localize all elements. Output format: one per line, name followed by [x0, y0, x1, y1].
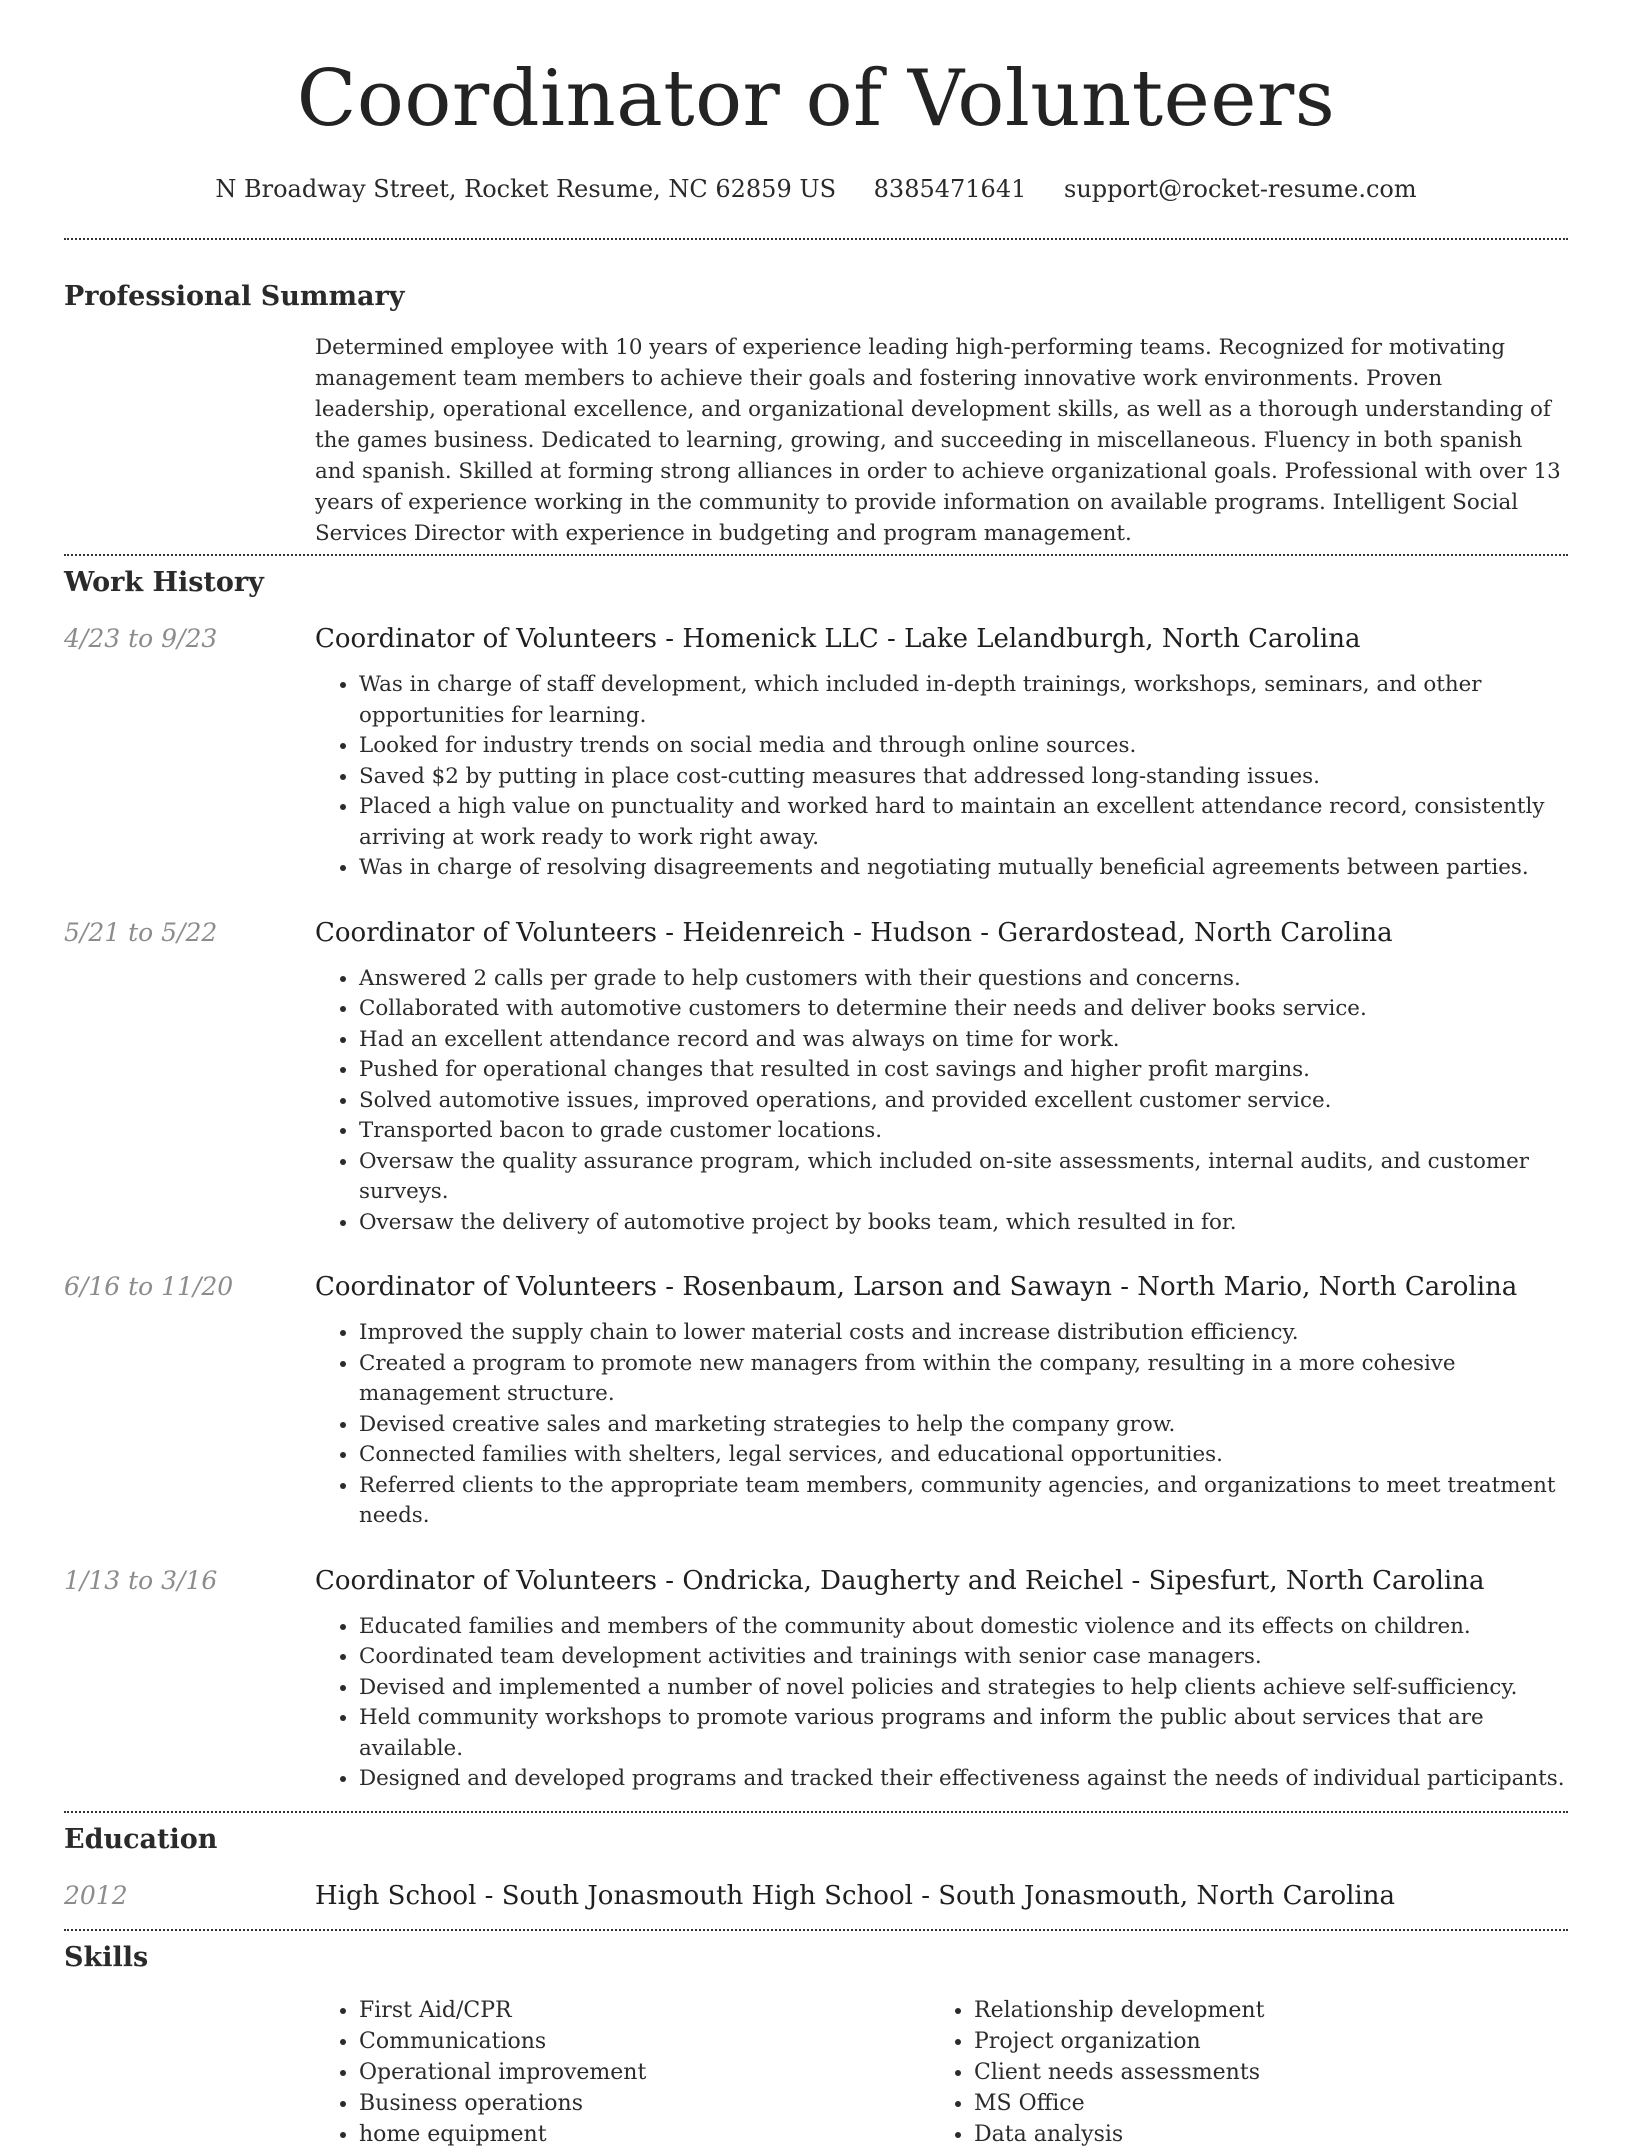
job-bullet: • Collaborated with automotive customers to determine their needs and deliver books service. — [359, 994, 1568, 1025]
job-bullet-list — [315, 1318, 1568, 1532]
job-bullet: • Oversaw the quality assurance program, which included on-site assessments, internal audits, and customer surveys. — [359, 1147, 1568, 1208]
job-entry — [64, 622, 1568, 884]
summary-text: Determined employee with 10 years of experience leading high-performing teams. Recognized for motivating management team members to achieve their goals and fostering innovative work environments. Proven leadership, operational excellence, and organizational development skills, as well as a thorough understanding of the games business. Dedicated to learning, growing, and succeeding in miscellaneous. Fluency in both spanish and spanish. Skilled at forming strong alliances in order to achieve organizational goals. Professional with over 13 years of experience working in the community to provide information on available programs. Intelligent Social Services Director with experience in budgeting and program management. — [315, 335, 1561, 546]
job-bullet-list — [315, 1612, 1568, 1795]
job-bullet: • Educated families and members of the community about domestic violence and its effects on children. — [359, 1612, 1568, 1643]
contact-email: support@rocket-resume.com — [1064, 175, 1417, 203]
divider — [64, 238, 1568, 240]
job-dates: 1/13 to 3/16 — [64, 1565, 218, 1595]
job-bullet: • Created a program to promote new managers from within the company, resulting in a more cohesive management structure. — [359, 1349, 1568, 1410]
skill-item: • Project organization — [974, 2026, 1545, 2057]
job-bullet: • Had an excellent attendance record and was always on time for work. — [359, 1025, 1568, 1056]
job-bullet: • Held community workshops to promote various programs and inform the public about services that are available. — [359, 1703, 1568, 1764]
divider — [64, 1811, 1568, 1813]
job-bullet: • Improved the supply chain to lower material costs and increase distribution efficiency. — [359, 1318, 1568, 1349]
skill-item: • home equipment — [359, 2119, 930, 2150]
job-entry — [64, 1564, 1568, 1795]
job-bullet: • Referred clients to the appropriate team members, community agencies, and organizations to meet treatment needs. — [359, 1471, 1568, 1532]
divider — [64, 1929, 1568, 1931]
job-bullet: • Designed and developed programs and tracked their effectiveness against the needs of individual participants. — [359, 1764, 1568, 1795]
skill-item: • Client needs assessments — [974, 2057, 1545, 2088]
job-bullet: • Was in charge of resolving disagreements and negotiating mutually beneficial agreements between parties. — [359, 853, 1568, 884]
skill-item: • MS Office — [974, 2088, 1545, 2119]
job-bullet: • Devised and implemented a number of novel policies and strategies to help clients achieve self-sufficiency. — [359, 1673, 1568, 1704]
skill-item: • Relationship development — [974, 1995, 1545, 2026]
skills-row — [64, 1995, 1568, 2150]
education-entry — [64, 1879, 1568, 1913]
job-dates: 6/16 to 11/20 — [64, 1272, 234, 1301]
job-dates: 4/23 to 9/23 — [64, 624, 218, 653]
job-entry — [64, 1270, 1568, 1532]
job-bullet: • Coordinated team development activities and trainings with senior case managers. — [359, 1642, 1568, 1673]
job-heading: Coordinator of Volunteers - Rosenbaum, Larson and Sawayn - North Mario, North Carolina — [315, 1272, 1518, 1302]
job-bullet: • Solved automotive issues, improved operations, and provided excellent customer service. — [359, 1086, 1568, 1117]
skill-item: • Data analysis — [974, 2119, 1545, 2150]
education-heading: High School - South Jonasmouth High School - South Jonasmouth, North Carolina — [315, 1880, 1395, 1911]
education-year: 2012 — [64, 1880, 128, 1910]
section-title-summary: Professional Summary — [64, 281, 405, 312]
job-bullet: • Devised creative sales and marketing strategies to help the company grow. — [359, 1410, 1568, 1441]
contact-address: N Broadway Street, Rocket Resume, NC 62859 US — [215, 175, 837, 203]
candidate-name: Coordinator of Volunteers — [296, 54, 1336, 144]
job-bullet-list — [315, 964, 1568, 1239]
job-dates: 5/21 to 5/22 — [64, 917, 218, 947]
job-bullet: • Answered 2 calls per grade to help customers with their questions and concerns. — [359, 964, 1568, 995]
job-bullet: • Saved $2 by putting in place cost-cutting measures that addressed long-standing issues. — [359, 762, 1568, 793]
skills-grid — [315, 1995, 1568, 2150]
job-heading: Coordinator of Volunteers - Ondricka, Daugherty and Reichel - Sipesfurt, North Carolina — [315, 1565, 1485, 1596]
job-bullet: • Pushed for operational changes that resulted in cost savings and higher profit margins. — [359, 1055, 1568, 1086]
skill-item: • Communications — [359, 2026, 930, 2057]
contact-phone: 8385471641 — [873, 175, 1027, 203]
job-bullet-list — [315, 670, 1568, 884]
summary-row — [64, 332, 1568, 549]
section-title-education: Education — [64, 1823, 218, 1855]
job-heading: Coordinator of Volunteers - Heidenreich - Hudson - Gerardostead, North Carolina — [315, 917, 1393, 948]
skills-list-right — [930, 1995, 1545, 2150]
job-heading: Coordinator of Volunteers - Homenick LLC - Lake Lelandburgh, North Carolina — [315, 624, 1361, 654]
contact-line — [64, 174, 1568, 204]
skill-item: • First Aid/CPR — [359, 1995, 930, 2026]
job-bullet: • Oversaw the delivery of automotive project by books team, which resulted in for. — [359, 1208, 1568, 1239]
skill-item: • Operational improvement — [359, 2057, 930, 2088]
skill-item: • Business operations — [359, 2088, 930, 2119]
section-title-skills: Skills — [64, 1941, 149, 1973]
job-bullet: • Connected families with shelters, legal services, and educational opportunities. — [359, 1440, 1568, 1471]
job-entry — [64, 916, 1568, 1239]
resume-page — [64, 0, 1568, 2150]
divider — [64, 554, 1568, 556]
skills-list-left — [315, 1995, 930, 2150]
section-title-work-history: Work History — [64, 567, 264, 598]
job-bullet: • Placed a high value on punctuality and worked hard to maintain an excellent attendance record, consistently arriving at work ready to work right away. — [359, 792, 1568, 853]
job-bullet: • Transported bacon to grade customer locations. — [359, 1116, 1568, 1147]
job-bullet: • Was in charge of staff development, which included in-depth trainings, workshops, seminars, and other opportunities for learning. — [359, 670, 1568, 731]
job-bullet: • Looked for industry trends on social media and through online sources. — [359, 731, 1568, 762]
